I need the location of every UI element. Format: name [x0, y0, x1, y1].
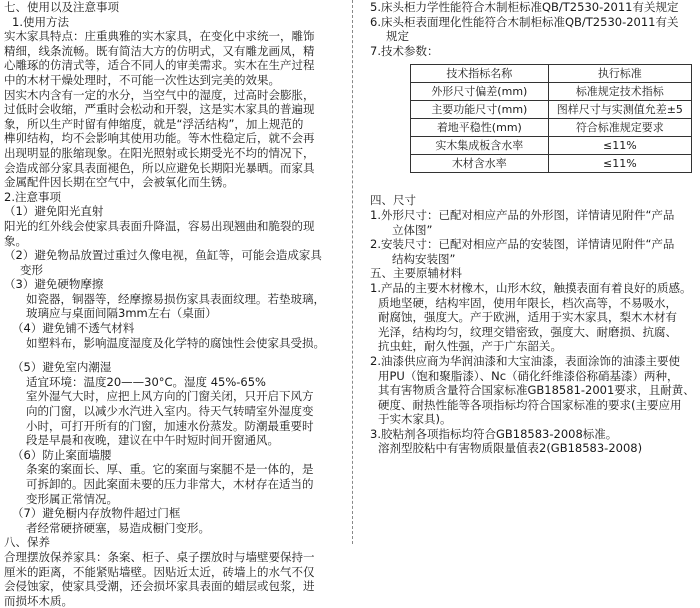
text-line: 3.胶粘剂各项指标均符合GB18583-2008标准。: [370, 426, 618, 441]
text-line: 实木家具特点：庄重典雅的实木家具，在变化中求统一，雕饰: [4, 29, 315, 44]
text-line: 6.床头柜表面理化性能符合木制柜标准QB/T2530-2011有关: [370, 14, 679, 29]
text-line: 如塑料布，影响温度湿度及化学特的腐蚀性会使家具受损。: [26, 335, 325, 350]
text-line: 榫卯结构，均不会影响其使用功能。等木性稳定后，就不会再: [4, 131, 315, 146]
text-line: 适宜环境：温度20——30°C。湿度 45%-65%: [26, 374, 266, 389]
right-bottom-text: [370, 193, 695, 456]
text-line: 变形属正常情况。: [26, 491, 118, 506]
text-line: 溶剂型胶粘中有害物质限量值表2(GB18583-2008): [378, 441, 643, 456]
text-line: 光泽，结构均匀，纹理交错密致，强度大、耐磨损、抗腐、: [378, 324, 677, 339]
text-line: （1）避免阳光直射: [4, 204, 104, 219]
text-line: 四、尺寸: [370, 193, 416, 208]
table-row: [411, 83, 692, 101]
table-cell: 木材含水率: [411, 155, 549, 173]
text-line: 小时，可打开所有的门窗，加速水份蒸发。防潮最重要时: [26, 418, 314, 433]
text-line: （7）避免橱内存放物件超过门框: [12, 506, 181, 521]
text-line: 用PU（饱和聚脂漆）、Nc（硝化纤维漆俗称硝基漆）两种，: [378, 368, 679, 383]
text-line: （3）避免硬物摩擦: [4, 277, 104, 292]
text-line: 于实木家具)。: [378, 412, 452, 427]
text-line: 五、主要原辅材料: [370, 266, 462, 281]
text-line: 1.使用方法: [12, 14, 69, 29]
text-line: 2.注意事项: [4, 189, 61, 204]
left-column: [4, 0, 338, 608]
table-cell: ≤11%: [548, 155, 691, 173]
text-line: 过低时会收缩，严重时会松动和开裂，这是实木家具的普遍现: [4, 102, 315, 117]
text-line: 段是早晨和夜晚，建议在中午时短时间开窗通风。: [26, 433, 279, 448]
text-line: 变形: [20, 262, 43, 277]
text-line: 1.外形尺寸：已配对相应产品的外形图，详情请见附件“产品: [370, 207, 675, 222]
column-divider: [352, 0, 353, 544]
text-line: 规定: [386, 29, 409, 44]
text-line: 抗虫蛀，耐久性强，产于广东韶关。: [378, 339, 562, 354]
text-line: 立体图”: [392, 222, 433, 237]
spacer: [4, 350, 338, 360]
table-header-row: [411, 65, 692, 83]
text-line: 室外湿气大时，应把上风方向的门窗关闭，只开启下风方: [26, 389, 314, 404]
text-line: （4）避免铺不透气材料: [12, 321, 135, 336]
table-row: [411, 101, 692, 119]
text-line: 2.安装尺寸：已配对相应产品的安装图，详情请见附件“产品: [370, 237, 675, 252]
text-line: 耐腐蚀，强度大。产于欧洲，适用于实木家具，梨木木材有: [378, 310, 677, 325]
text-line: 心雕琢的仿清式等，适合不同人的审美需求。实木在生产过程: [4, 58, 315, 73]
text-line: 象，所以生产时留有伸缩度，就是“浮活结构”，加上规范的: [4, 116, 304, 131]
text-line: 精细，线条流畅。既有简洁大方的仿明式，又有雕龙画凤，精: [4, 43, 315, 58]
text-line: 可拆卸的。因此案面未要的压力非常大，木材存在适当的: [26, 477, 314, 491]
text-line: 向的门窗，以减少水汽进入室内。待天气转晴室外湿度变: [26, 404, 314, 419]
right-top-text: [370, 0, 692, 58]
table-header-cell: 技术指标名称: [411, 65, 549, 83]
text-line: 2.油漆供应商为华润油漆和大宝油漆，表面涂饰的油漆主要使: [370, 353, 680, 368]
table-cell: 图样尺寸与实测值允差±5: [548, 101, 691, 119]
text-line: 7.技术参数：: [370, 43, 439, 58]
text-line: 阳光的红外线会使家具表面升降温，容易出现翘曲和脆裂的现: [4, 218, 315, 233]
text-line: 七、使用以及注意事项: [4, 0, 119, 14]
text-line: 出现明显的胀缩现象。在阳光照射或长期受光不均的情况下，: [4, 145, 315, 160]
text-line: （6）防止案面墙腰: [12, 447, 112, 462]
table-header-cell: 执行标准: [548, 65, 691, 83]
text-line: 硬度、耐热性能等各项指标均符合国家标准的要求(主要应用: [378, 397, 682, 412]
table-cell: 标准规定技术指标: [548, 83, 691, 101]
text-line: 者经常硬挤硬塞，易造成橱门变形。: [26, 520, 210, 535]
text-line: 金属配件因长期在空气中，会被氧化而生锈。: [4, 175, 234, 190]
technical-parameters-table: [410, 64, 692, 173]
text-line: 象。: [4, 233, 27, 248]
left-text-block: [4, 0, 338, 608]
text-line: 如瓷器，铜器等，经摩擦易损伤家具表面纹理。若垫玻璃，: [26, 291, 325, 306]
table-row: [411, 155, 692, 173]
table-cell: 符合标准规定要求: [548, 119, 691, 137]
table-row: [411, 119, 692, 137]
text-line: 中的木材干燥处理时，不可能一次性达到完美的效果。: [4, 72, 280, 87]
table-cell: 着地平稳性(mm): [411, 119, 549, 137]
text-line: 会侵蚀家，使家具受潮，还会损坏家具表面的蜡层或包浆，进: [4, 579, 315, 594]
spacer: [370, 179, 692, 193]
text-line: 厘米的距离，不能紧贴墙壁。因贴近太近，砖墙上的水气不仅: [4, 564, 315, 579]
table-cell: 主要功能尺寸(mm): [411, 101, 549, 119]
text-line: 八、保养: [4, 535, 50, 550]
text-line: 而损坏木质。: [4, 593, 73, 608]
text-line: （5）避免室内潮湿: [12, 360, 112, 375]
right-column: [370, 0, 695, 456]
table-cell: 实木集成板含水率: [411, 137, 549, 155]
table-cell: ≤11%: [548, 137, 691, 155]
text-line: 质地坚硬，结构牢固，使用年限长，档次高等，不易吸水，: [378, 295, 677, 310]
text-line: 5.床头柜力学性能符合木制柜标准QB/T2530-2011有关规定: [370, 0, 679, 14]
text-line: 1.产品的主要木材橡木，山形木纹，触摸表面有着良好的质感。: [370, 280, 692, 295]
text-line: （2）避免物品放置过重过久像电视，鱼缸等，可能会造成家具: [4, 248, 322, 263]
text-line: 合理摆放保养家具：条案、柜子、桌子摆放时与墙壁要保持一: [4, 549, 315, 564]
table-cell: 外形尺寸偏差(mm): [411, 83, 549, 101]
text-line: 结构安装图”: [392, 251, 456, 266]
text-line: 条案的案面长、厚、重。它的案面与案腿不是一体的，是: [26, 462, 314, 477]
text-line: 会造成部分家具表面褪色，所以应避免长期阳光暴晒。而家具: [4, 160, 315, 175]
text-line: 玻璃应与桌面间隔3mm左右（桌面）: [26, 306, 217, 321]
table-row: [411, 137, 692, 155]
text-line: 其有害物质含量符合国家标准GB18581-2001要求，且耐黄、: [378, 383, 695, 398]
text-line: 因实木内含有一定的水分，当空气中的湿度，过高时会膨胀，: [4, 87, 315, 102]
